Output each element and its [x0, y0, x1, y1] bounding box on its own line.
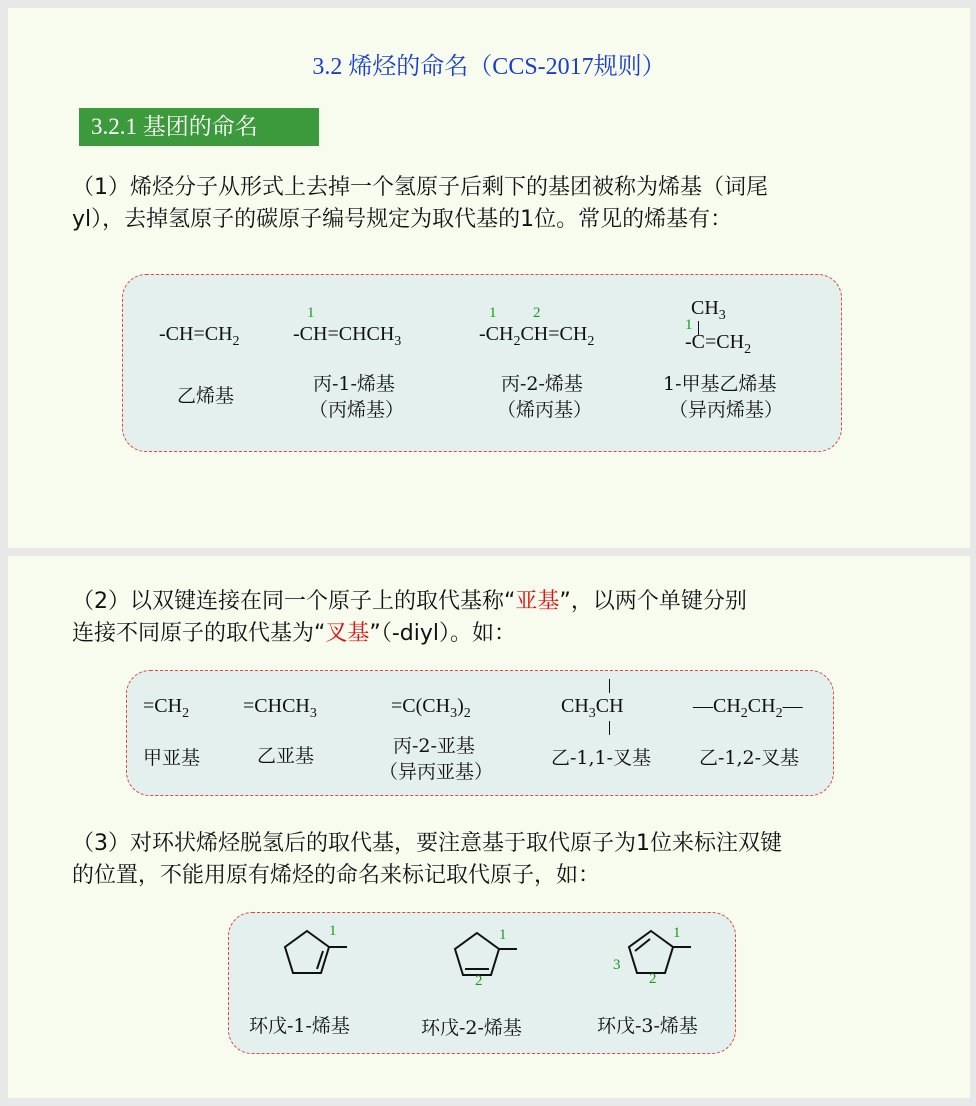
- formula-ethane-1-1-diyl: $CH_3CH$: [561, 695, 624, 721]
- position-number: 2: [533, 305, 541, 321]
- ylidene-groups-box: [126, 670, 834, 796]
- section-heading: 3.2.1 基团的命名: [79, 108, 319, 146]
- cyclopent-2-enyl-structure-icon: [447, 925, 527, 989]
- position-number: 1: [307, 305, 315, 321]
- cyclopent-1-enyl-structure-icon: [277, 923, 357, 987]
- paragraph-1-line-1: （1）烯烃分子从形式上去掉一个氢原子后剩下的基团被称为烯基（词尾: [72, 175, 768, 200]
- label-ethane-1-2-diyl: 乙-1,2-叉基: [699, 747, 800, 769]
- label-isopropenyl: （异丙烯基）: [669, 399, 784, 421]
- formula-methyl-top: $CH_3$: [691, 297, 726, 323]
- cyclopent-3-enyl-structure-icon: [621, 923, 701, 987]
- label-ethylidene: 乙亚基: [257, 745, 315, 767]
- highlight-yaji: 亚基: [515, 589, 560, 614]
- label-cyclopent-3-enyl: 环戊-3-烯基: [597, 1015, 698, 1037]
- paragraph-3: [72, 828, 922, 892]
- position-number: 1: [685, 317, 693, 333]
- formula-ethane-1-2-diyl: $—CH_2CH_2—$: [693, 695, 803, 721]
- formula-vinyl: $-CH=CH_2$: [159, 323, 240, 349]
- label-propenyl: （丙烯基）: [309, 399, 405, 421]
- label-ethane-1-1-diyl: 乙-1,1-叉基: [551, 747, 652, 769]
- position-number: 2: [649, 971, 657, 987]
- paragraph-3-line-1: （3）对环状烯烃脱氢后的取代基，要注意基于取代原子为1位来标注双键: [72, 831, 782, 856]
- paragraph-3-line-2: 的位置，不能用原有烯烃的命名来标记取代原子，如：: [72, 863, 601, 888]
- paragraph-2-line-2: 连接不同原子的取代基为“叉基”（-diyl）。如：: [72, 621, 516, 646]
- slide-2: [8, 556, 970, 1098]
- label-isopropylidene: （异丙亚基）: [379, 761, 494, 783]
- formula-isopropenyl: $-C=CH_2$: [685, 331, 752, 357]
- formula-propan-2-ylidene: $=C(CH_3)_2$: [391, 695, 471, 721]
- position-number: 1: [673, 925, 681, 941]
- label-cyclopent-1-enyl: 环戊-1-烯基: [249, 1015, 350, 1037]
- formula-prop-1-enyl: $-CH=CHCH_3$: [293, 323, 402, 349]
- bond-line-up: [609, 679, 610, 693]
- label-prop-1-enyl: 丙-1-烯基: [313, 373, 395, 395]
- position-number: 1: [329, 923, 337, 939]
- paragraph-2-line-1: （2）以双键连接在同一个原子上的取代基称“亚基”，以两个单键分别: [72, 589, 747, 614]
- paragraph-1-line-2: yl），去掉氢原子的碳原子编号规定为取代基的1位。常见的烯基有：: [72, 207, 733, 232]
- paragraph-1: [72, 172, 922, 236]
- label-vinyl: 乙烯基: [177, 385, 235, 407]
- position-number: 2: [475, 973, 483, 989]
- paragraph-2: [72, 586, 922, 650]
- formula-methylidene: $=CH_2$: [143, 695, 190, 721]
- position-number: 3: [613, 957, 621, 973]
- formula-ethylidene: $=CHCH_3$: [243, 695, 317, 721]
- position-number: 1: [499, 927, 507, 943]
- cycloalkenyl-box: [228, 912, 736, 1054]
- label-1-methylvinyl: 1-甲基乙烯基: [663, 373, 777, 395]
- alkenyl-groups-box: [122, 274, 842, 452]
- position-number: 1: [489, 305, 497, 321]
- highlight-chaji: 叉基: [325, 621, 370, 646]
- bond-line-down: [609, 721, 610, 735]
- label-methylidene: 甲亚基: [143, 747, 201, 769]
- slide-title: 3.2 烯烃的命名（CCS-2017规则）: [312, 54, 666, 80]
- formula-prop-2-enyl: $-CH_2CH=CH_2$: [479, 323, 595, 349]
- label-allyl: （烯丙基）: [497, 399, 593, 421]
- label-prop-2-enyl: 丙-2-烯基: [501, 373, 583, 395]
- label-cyclopent-2-enyl: 环戊-2-烯基: [421, 1017, 522, 1039]
- label-propan-2-ylidene: 丙-2-亚基: [393, 735, 475, 757]
- slide-1: [8, 8, 970, 548]
